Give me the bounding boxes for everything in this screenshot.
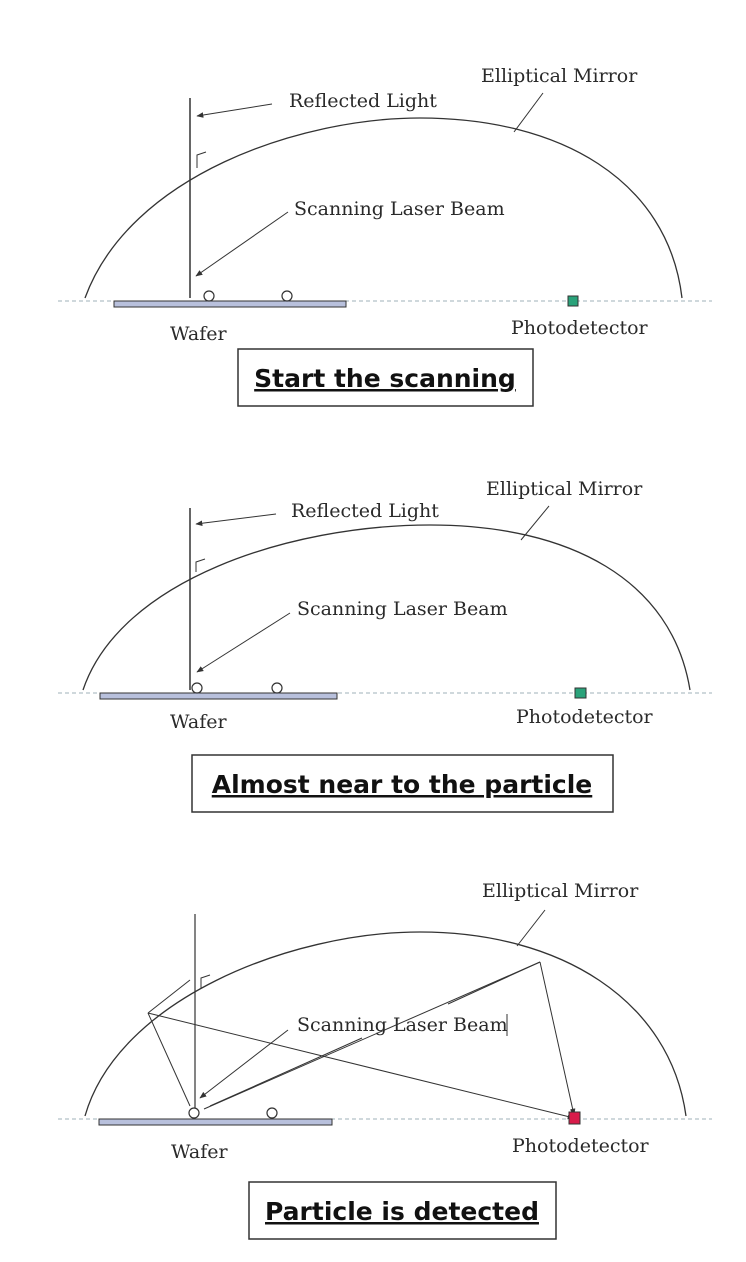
photodetector-label: Photodetector bbox=[512, 1135, 649, 1157]
scatter-ray-left-up bbox=[148, 1013, 190, 1106]
wafer-label: Wafer bbox=[170, 323, 227, 345]
wafer bbox=[114, 301, 346, 307]
photodetector-label: Photodetector bbox=[516, 706, 653, 728]
caption: Almost near to the particle bbox=[211, 770, 593, 799]
particle bbox=[272, 683, 282, 693]
beam-pointer bbox=[200, 1030, 288, 1098]
mirror-label: Elliptical Mirror bbox=[482, 880, 639, 902]
mirror-pointer bbox=[514, 93, 543, 132]
wafer bbox=[100, 693, 337, 699]
panel-particle-detected bbox=[58, 880, 712, 1239]
beam-pointer-3 bbox=[448, 962, 540, 1004]
beam-label: Scanning Laser Beam bbox=[294, 198, 505, 220]
reflected-light-label: Reflected Light bbox=[289, 90, 437, 112]
beam-pointer bbox=[197, 613, 290, 672]
photodetector-detected bbox=[569, 1112, 580, 1124]
wafer bbox=[99, 1119, 332, 1125]
mirror-label: Elliptical Mirror bbox=[486, 478, 643, 500]
beam-label: Scanning Laser Beam bbox=[297, 598, 508, 620]
wafer-label: Wafer bbox=[171, 1141, 228, 1163]
particle bbox=[189, 1108, 199, 1118]
reflected-light-label: Reflected Light bbox=[291, 500, 439, 522]
beam-pointer-2 bbox=[210, 1038, 362, 1106]
wafer-label: Wafer bbox=[170, 711, 227, 733]
panel-near-particle bbox=[58, 478, 712, 812]
panel-start-scanning bbox=[58, 65, 712, 406]
particle bbox=[267, 1108, 277, 1118]
scatter-ray-right-reflect bbox=[540, 962, 574, 1115]
photodetector bbox=[575, 688, 586, 698]
caption: Start the scanning bbox=[254, 364, 516, 393]
mirror-label: Elliptical Mirror bbox=[481, 65, 638, 87]
mirror-pointer bbox=[517, 910, 545, 946]
particle bbox=[282, 291, 292, 301]
beam-label: Scanning Laser Beam bbox=[297, 1014, 508, 1036]
caption: Particle is detected bbox=[265, 1197, 539, 1226]
reflected-light-line bbox=[196, 559, 205, 572]
particle bbox=[204, 291, 214, 301]
reflected-light-pointer bbox=[197, 104, 272, 116]
reflected-light-pointer bbox=[196, 514, 276, 524]
mirror-pointer bbox=[521, 506, 549, 540]
reflected-light-line bbox=[197, 152, 206, 168]
photodetector-label: Photodetector bbox=[511, 317, 648, 339]
particle bbox=[192, 683, 202, 693]
photodetector bbox=[568, 296, 578, 306]
beam-pointer bbox=[196, 212, 288, 276]
